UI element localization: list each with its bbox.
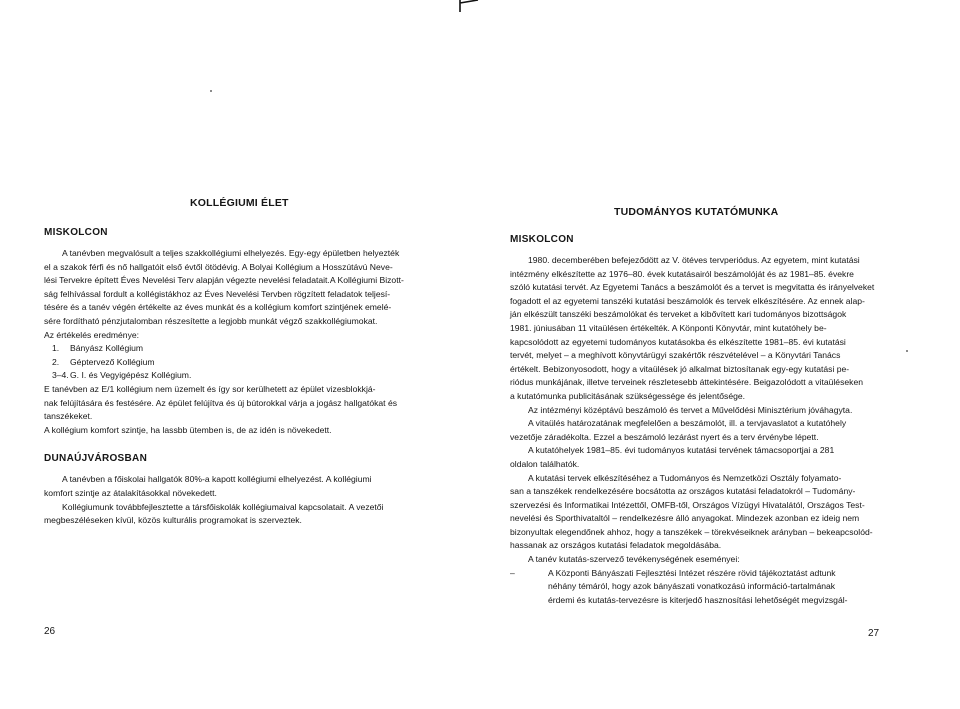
renovation-paragraph [44,383,464,437]
coordination-paragraph [510,472,910,554]
text-line: A kutatási tervek elkészítéséhez a Tudományos és Nemzetközi Osztály folyamato- [528,472,842,483]
text-line: szervezési és Informatikai Intézettől, OMFB-től, Országos Vízügyi Hivatalától, Országos Test- [510,499,865,510]
ranking-item [44,342,464,356]
text-line: értékelt. Bebizonyosodott, hogy a vitaülések jó alkalmat biztosítanak egy-egy kutatási pe- [510,363,850,374]
text-line: szóló kutatási tervét. Az Egyetemi Tanács a beszámolót és a tervet is megvitatta és irányelveket [510,282,875,293]
dunaujvaros-paragraph [44,473,464,527]
text-line: A vitaülés határozatának megfelelően a beszámolót, ill. a tervjavaslatot a kutatóhely [528,418,847,429]
text-line: riódus munkájának, illetve terveinek részletesebb áttekintésére. Beigazolódott a vitaüléseken [510,377,864,388]
events-list-text [548,567,848,608]
right-page [510,206,910,607]
text-line: A tanévben a főiskolai hallgatók 80%-a kapott kollégiumi elhelyezést. A kollégiumi [62,474,372,485]
events-intro-line: A tanév kutatás-szervező tevékenységének eseményei: [528,554,740,565]
ranking-text: G. I. és Vegyigépész Kollégium. [70,370,192,381]
text-line: néhány témáról, hogy azok bányászati vonatkozású információ-tartalmának [548,581,836,592]
ranking-number: 2. [52,356,60,367]
ranking-number: 1. [52,343,60,354]
text-line: E tanévben az E/1 kollégium nem üzemelt és így sor kerülhetett az épület vizesblokkjá- [44,383,376,394]
ranking-item [44,356,464,370]
research-plan-paragraph [510,254,910,404]
text-line: tervét, melyet – a meghívott könyvtárügyi szakértők részvételével – a Könyvtári Tanács [510,350,841,361]
text-line: Kollégiumunk továbbfejlesztette a társfőiskolák kollégiumaival kapcsolatait. A vezetői [62,501,384,512]
right-page-title: TUDOMÁNYOS KUTATÓMUNKA [614,206,779,218]
dunaujvaros-heading: DUNAÚJVÁROSBAN [44,453,148,465]
corner-crop-mark [458,0,480,14]
ranking-label: Az értékelés eredménye: [44,329,140,340]
resolution-paragraph [510,417,910,444]
text-line: tésére és a tanév végén értékelte az éves munkát és a kollégium komfort szintjének emelé- [44,302,392,313]
scan-speck [210,90,212,92]
left-page [44,186,464,528]
text-line: 1980. decemberében befejeződött az V. ötéves tervperiódus. Az egyetem, mint kutatási [528,255,860,265]
text-line: hassanak az országos kutatási feladatok megoldásába. [510,540,722,551]
right-page-number: 27 [868,628,880,639]
text-line: kapcsolódott az egyetemi tudományos kutatásokba és elkészítette 1981–85. évi kutatási [510,336,846,347]
miskolc-dormitory-paragraph [44,247,464,329]
text-line: lési Tervekre épített Éves Nevelési Terv alapján végezte nevelési feladatait.A Kollégiumi Bizott- [44,275,404,286]
text-line: A kutatóhelyek 1981–85. évi tudományos kutatási tervének támacsoportjai a 281 [528,445,835,456]
text-line: érdemi és kutatás-tervezésre is kiterjedő hasznosítási lehetőségét megvizsgál- [548,594,848,605]
text-line: 1981. júniusában 11 vitaülésen értékelték. A Könponti Könyvtár, mint kutatóhely be- [510,322,827,333]
text-line: bizonyultak elegendőnek ahhoz, hogy a tanszékek – törekvéseiknek arányban – bekeapcsolód- [510,526,873,537]
left-page-title: KOLLÉGIUMI ÉLET [190,197,289,209]
text-line: ság felhívással fordult a kollégistákhoz az Éves Nevelési Tervben rögzített feladatok teljesí- [44,288,391,299]
ranking-item [44,369,464,383]
left-page-number: 26 [44,626,56,637]
text-line: nak felújítására és festésére. Az épület felújítva és új bútorokkal várja a jogász hallgatókat és [44,397,398,408]
text-line: a kutatómunka publicitásának szükségessége és jelentősége. [510,390,746,401]
miskolc-heading-left: MISKOLCON [44,227,108,238]
events-list-item [510,567,910,608]
text-line: san a tanszékek rendelkezésére bocsátotta az országos kutatási feladatokról – Tudomány- [510,486,856,497]
text-line: tanszékeket. [44,411,93,422]
text-line: megbeszéléseken kívül, közös kulturális programokat is szerveztek. [44,515,302,526]
text-line: ján elkészült tanszéki beszámolókat és terveket a kibővített kari tudományos bizottságok [510,309,847,320]
ministry-approval-line: Az intézményi középtávú beszámoló és tervet a Művelődési Minisztérium jóváhagyta. [528,404,853,415]
list-dash: – [510,567,515,578]
text-line: el a szakok férfi és nő hallgatóit első évtől ötödévig. A Bolyai Kollégium a Hosszútávú Neve- [44,261,393,272]
text-line: sére fordítható pénzjutalomban részesítette a legjobb munkát végző szakkollégiumokat. [44,315,378,326]
text-line: A Központi Bányászati Fejlesztési Intézet részére rövid tájékoztatást adtunk [548,567,836,578]
text-line: fogadott el az egyetemi tanszéki kutatási beszámolók és tervek elkészítésére. Az ennek alap- [510,295,865,306]
ranking-text: Géptervező Kollégium [70,356,155,367]
ranking-number: 3–4. [52,370,69,381]
themes-paragraph [510,444,910,471]
text-line: vezetője záradékolta. Ezzel a beszámoló lezárást nyert és a terv érvénybe lépett. [510,431,819,442]
text-line: A tanévben megvalósult a teljes szakkollégiumi elhelyezés. Egy-egy épületben helyezték [62,248,400,258]
text-line: A kollégium komfort szintje, ha lassbb ütemben is, de az idén is növekedett. [44,424,332,435]
text-line: komfort szintje az átalakításokkal növekedett. [44,487,217,498]
text-line: oldalon találhatók. [510,458,580,469]
ranking-list [44,342,464,383]
text-line: nevelési és Sporthivataltól – rendelkezésre álló anyagokat. Mindezek azonban ez ideig nem [510,513,860,524]
miskolc-heading-right: MISKOLCON [510,234,574,245]
ranking-text: Bányász Kollégium [70,343,144,354]
text-line: intézmény elkészítette az 1976–80. évek kutatásairól beszámolóját és az 1981–85. évekre [510,268,854,279]
